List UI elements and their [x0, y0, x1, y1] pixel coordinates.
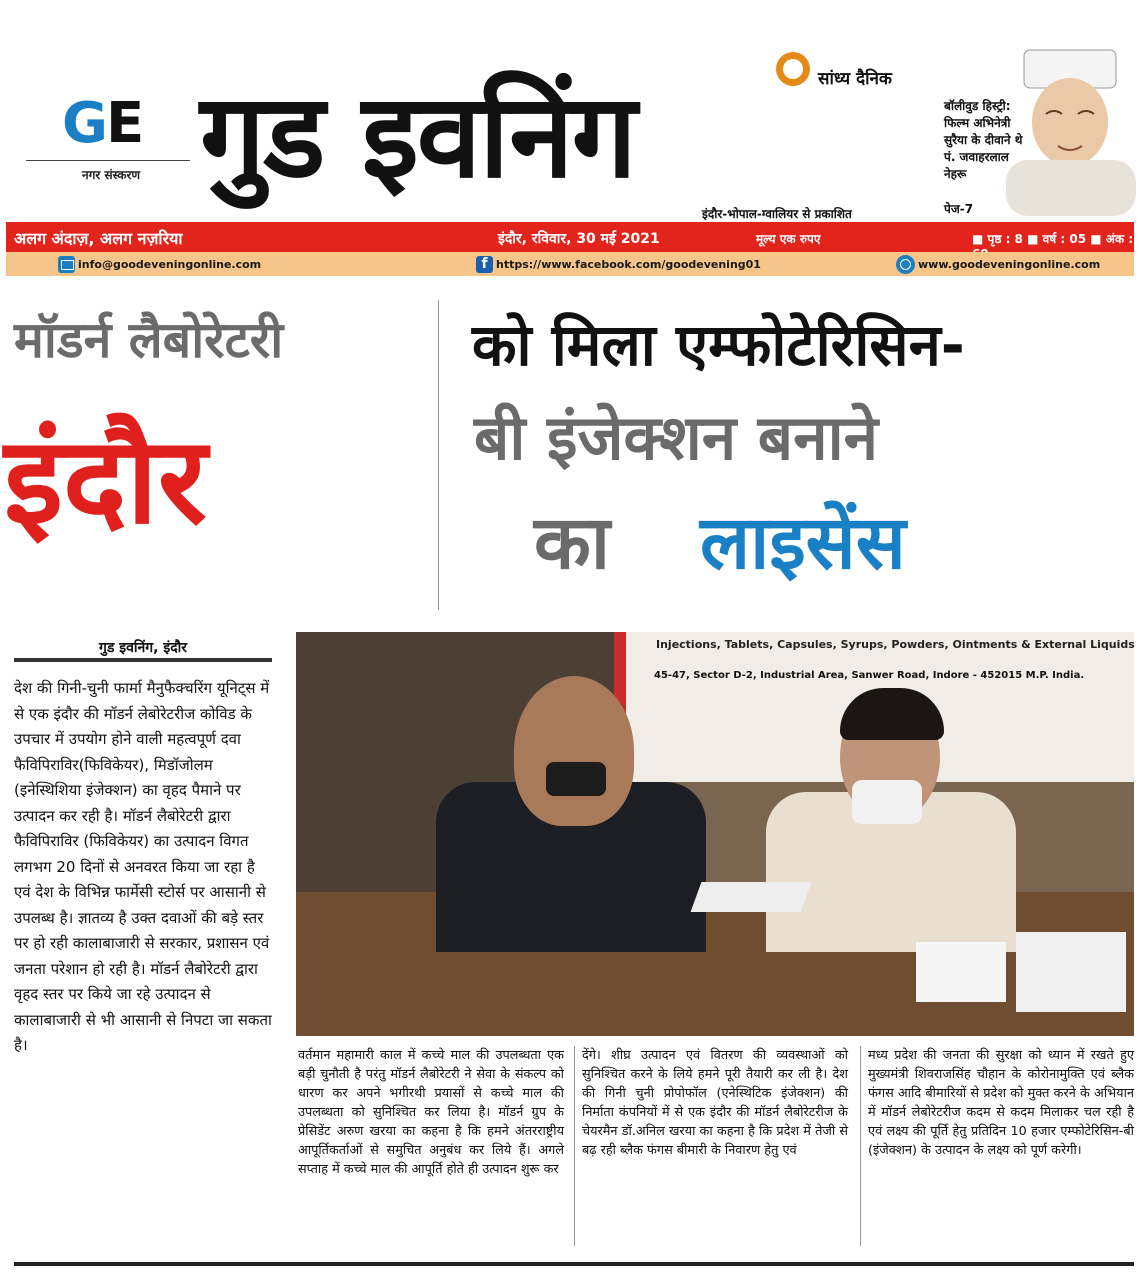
- logo-letter-g: G: [62, 91, 108, 156]
- mail-icon: [58, 256, 75, 273]
- logo-divider: [26, 160, 190, 161]
- headline-line-2: बी इंजेक्शन बनाने: [474, 401, 879, 474]
- newspaper-logo: [62, 91, 152, 156]
- newspaper-title: गुड इवनिंग: [200, 69, 635, 204]
- edition-label: नगर संस्करण: [81, 168, 141, 182]
- page-bottom-rule: [14, 1262, 1134, 1266]
- article-column-2: देंगे। शीघ्र उत्पादन एवं वितरण की व्यवस्थाओं को सुनिश्चित करने के लिये हमने पूरी तैयारी कर ली है। देश की गिनी चुनी प्रोपोफॉल (एनेस्थिटिक इंजेक्शन) की निर्माता कंपनियों में से एक इंदौर की मॉडर्न लैबोरेटरीज के चेयरमैन डॉ.अनिल खरया का कहना है कि प्रदेश में तेजी से बढ़ रही ब्लैक फंगस बीमारी के निवारण हेतु एवं: [582, 1048, 848, 1158]
- headline-line-1: को मिला एम्फोटेरिसिन-: [472, 311, 965, 379]
- article-lead-column: देश की गिनी-चुनी फार्मा मैनुफैक्चरिंग यूनिट्स में से एक इंदौर की मॉडर्न लेबोरेटरीज कोविड के उपचार में उपयोग होने वाली महत्वपूर्ण दवा फैविपिराविर(फिविकेयर), मिडॉजोलम (इनेस्थिशिया इंजेक्शन) का वृहद पैमाने पर उत्पादन कर रही है। मॉडर्न लैबोरेटरी द्वारा फैविपिराविर (फिविकेयर) का उत्पादन विगत लगभग 20 दिनों से अनवरत किया जा रहा है एवं देश के विभिन्न फार्मेसी स्टोर्स पर आसानी से उपलब्ध है। ज्ञातव्य है उक्त दवाओं की बड़े स्तर पर हो रही कालाबाजारी से सरकार, प्रशासन एवं जनता परेशान हो रही है। मॉडर्न लैबोरेटरी द्वारा वृहद स्तर पर किये जा रहे उत्पादन से कालाबाजारी से भी आसानी से निपटा जा सकता है।: [14, 679, 272, 1054]
- column-divider: [574, 1046, 575, 1246]
- photo-banner-address: 45-47, Sector D-2, Industrial Area, Sanwer Road, Indore - 452015 M.P. India.: [654, 670, 1085, 681]
- headline-divider: [438, 300, 439, 610]
- article-column-1: वर्तमान महामारी काल में कच्चे माल की उपलब्धता एक बड़ी चुनौती है परंतु मॉडर्न लैबोरेटरी ने सेवा के संकल्प को धारण कर अपने भगीरथी प्रयासों से कच्चे माल की उपलब्धता को सुनिश्चित कर लिया है। मॉडर्न ग्रुप के प्रेसिडेंट अरुण खरया का कहना है कि हमने अंतरराष्ट्रीय आपूर्तिकर्ताओं से समुचित अनुबंध कर लिये हैं। अगले सप्ताह में कच्चे माल की आपूर्ति होते ही उत्पादन शुरू कर: [298, 1048, 564, 1177]
- masthead-tagline: सांध्य दैनिक: [818, 69, 892, 89]
- side-teaser-page: पेज-7: [944, 202, 974, 216]
- contact-email[interactable]: info@goodeveningonline.com: [78, 258, 262, 271]
- side-teaser: बॉलीवुड हिस्ट्री: फिल्म अभिनेत्री सुरैया के दीवाने थे पं. जवाहरलाल नेहरू: [944, 99, 1023, 181]
- photo-banner-text: Injections, Tablets, Capsules, Syrups, Powders, Ointments & External Liquids: [656, 638, 1135, 651]
- column-divider: [860, 1046, 861, 1246]
- slogan: अलग अंदाज़, अलग नज़रिया: [14, 229, 183, 248]
- contact-facebook[interactable]: https://www.facebook.com/goodevening01: [496, 258, 761, 271]
- logo-letter-e: E: [106, 91, 145, 156]
- contact-website[interactable]: www.goodeveningonline.com: [918, 258, 1101, 271]
- issue-date: इंदौर, रविवार, 30 मई 2021: [498, 231, 660, 247]
- published-cities: इंदौर-भोपाल-ग्वालियर से प्रकाशित: [702, 207, 852, 221]
- facebook-icon: f: [476, 256, 493, 273]
- headline-kicker: मॉडर्न लैबोरेटरी: [14, 311, 284, 369]
- headline-line-3-prefix: का: [534, 500, 610, 586]
- byline: गुड इवनिंग, इंदौर: [98, 640, 188, 656]
- headline-line-3-highlight: लाइसेंस: [700, 500, 906, 586]
- article-column-3: मध्य प्रदेश की जनता की सुरक्षा को ध्यान में रखते हुए मुख्यमंत्री शिवराजसिंह चौहान के कोरोनामुक्ति एवं ब्लैक फंगस आदि बीमारियों से प्रदेश को मुक्त करने के अभियान में मॉडर्न लेबोरेटरीज कदम से कदम मिलाकर चल रही है एवं लक्ष्य की पूर्ति हेतु प्रतिदिन 10 हजार एम्फोटेरिसिन-बी (इंजेक्शन) के उत्पादन के लक्ष्य को पूर्ण करेगी।: [868, 1048, 1134, 1158]
- globe-icon: [896, 255, 915, 274]
- press-conference-photo: [296, 632, 1134, 1036]
- issue-meta: ■ पृष्ठ : 8 ■ वर्ष : 05 ■ अंक :: [972, 232, 1134, 246]
- headline-city: इंदौर: [4, 412, 207, 551]
- issue-price: मूल्य एक रुपए: [756, 232, 821, 246]
- byline-rule: [14, 658, 272, 662]
